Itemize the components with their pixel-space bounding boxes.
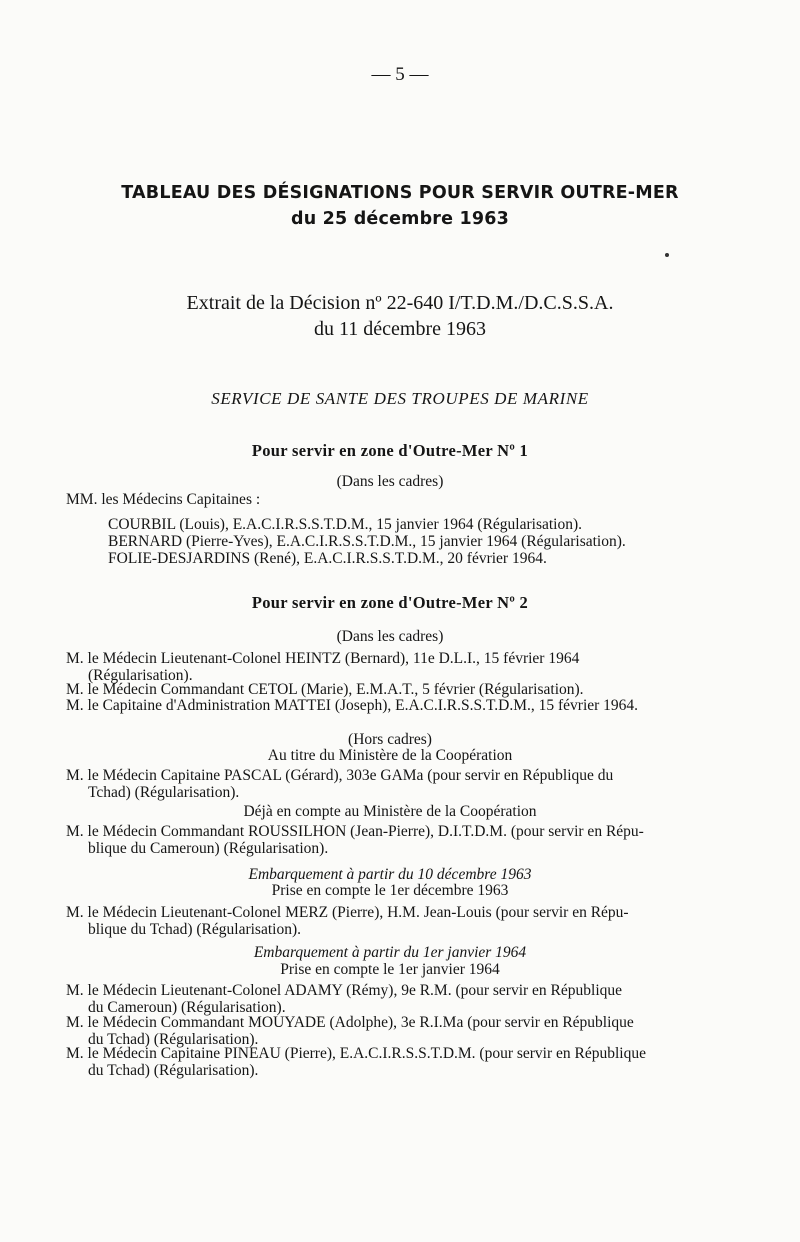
entry-mattei [66,697,692,714]
entry-mattei-line: M. le Capitaine d'Administration MATTEI (Joseph), E.A.C.I.R.S.S.T.D.M., 15 février 1964. [66,697,639,714]
entry-mouyade-cont: du Tchad) (Régularisation). [88,1031,259,1048]
cooperation-title: Au titre du Ministère de la Coopération [267,747,513,764]
document-title [0,180,800,232]
extract-line-2: du 11 décembre 1963 [314,318,486,340]
embarquement-1: Embarquement à partir du 10 décembre 1963 [248,866,532,883]
service-heading: SERVICE DE SANTE DES TROUPES DE MARINE [211,389,589,408]
entry-mouyade-line: M. le Médecin Commandant MOUYADE (Adolphe), 3e R.I.Ma (pour servir en République [66,1014,634,1031]
zone-1-cadres: (Dans les cadres) [336,473,444,490]
zone-1-line-1: COURBIL (Louis), E.A.C.I.R.S.S.T.D.M., 15 janvier 1964 (Régularisation). [108,516,582,533]
zone-1-intro: MM. les Médecins Capitaines : [66,491,261,508]
ink-speck [665,253,669,257]
title-line-2: du 25 décembre 1963 [290,209,510,229]
entry-pineau-line: M. le Médecin Capitaine PINEAU (Pierre), E.A.C.I.R.S.S.T.D.M. (pour servir en République [66,1045,646,1062]
entry-pineau-cont: du Tchad) (Régularisation). [88,1062,259,1079]
entry-pascal-cont: Tchad) (Régularisation). [88,784,240,801]
decision-extract [0,290,800,342]
entry-cetol [66,681,692,698]
entry-heintz [66,650,692,684]
embarquement-2: Embarquement à partir du 1er janvier 1964 [253,944,527,961]
entry-roussilhon-line: M. le Médecin Commandant ROUSSILHON (Jean-Pierre), D.I.T.D.M. (pour servir en Répu- [66,823,644,840]
entry-merz-cont: blique du Tchad) (Régularisation). [88,921,301,938]
entry-adamy [66,982,692,1016]
entry-pineau [66,1045,692,1079]
zone-1-line-2: BERNARD (Pierre-Yves), E.A.C.I.R.S.S.T.D.M., 15 janvier 1964 (Régularisation). [108,533,626,550]
zone-2-cadres: (Dans les cadres) [336,628,444,645]
zone-1-heading: Pour servir en zone d'Outre-Mer Nº 1 [251,441,529,460]
page-number: — 5 — [371,64,429,85]
entry-adamy-line: M. le Médecin Lieutenant-Colonel ADAMY (Rémy), 9e R.M. (pour servir en République [66,982,623,999]
entry-mouyade [66,1014,692,1048]
entry-adamy-cont: du Cameroun) (Régularisation). [88,999,286,1016]
entry-roussilhon [66,823,692,857]
deja-compte: Déjà en compte au Ministère de la Coopération [243,803,537,820]
entry-heintz-cont: (Régularisation). [88,667,193,684]
entry-merz-line: M. le Médecin Lieutenant-Colonel MERZ (Pierre), H.M. Jean-Louis (pour servir en Répu- [66,904,629,921]
zone-1-line-3: FOLIE-DESJARDINS (René), E.A.C.I.R.S.S.T.D.M., 20 février 1964. [108,550,547,567]
extract-line-1: Extrait de la Décision nº 22-640 I/T.D.M./D.C.S.S.A. [186,292,614,314]
title-line-1: TABLEAU DES DÉSIGNATIONS POUR SERVIR OUTRE-MER [121,183,679,203]
prise-en-compte-2: Prise en compte le 1er janvier 1964 [280,961,500,978]
entry-heintz-line: M. le Médecin Lieutenant-Colonel HEINTZ (Bernard), 11e D.L.I., 15 février 1964 [66,650,580,667]
entry-pascal-line: M. le Médecin Capitaine PASCAL (Gérard), 303e GAMa (pour servir en République du [66,767,614,784]
prise-en-compte-1: Prise en compte le 1er décembre 1963 [271,882,509,899]
entry-cetol-line: M. le Médecin Commandant CETOL (Marie), E.M.A.T., 5 février (Régularisation). [66,681,584,698]
hors-cadres: (Hors cadres) [348,731,432,748]
entry-pascal [66,767,692,801]
zone-2-heading: Pour servir en zone d'Outre-Mer Nº 2 [251,593,529,612]
entry-roussilhon-cont: blique du Cameroun) (Régularisation). [88,840,329,857]
entry-merz [66,904,692,938]
